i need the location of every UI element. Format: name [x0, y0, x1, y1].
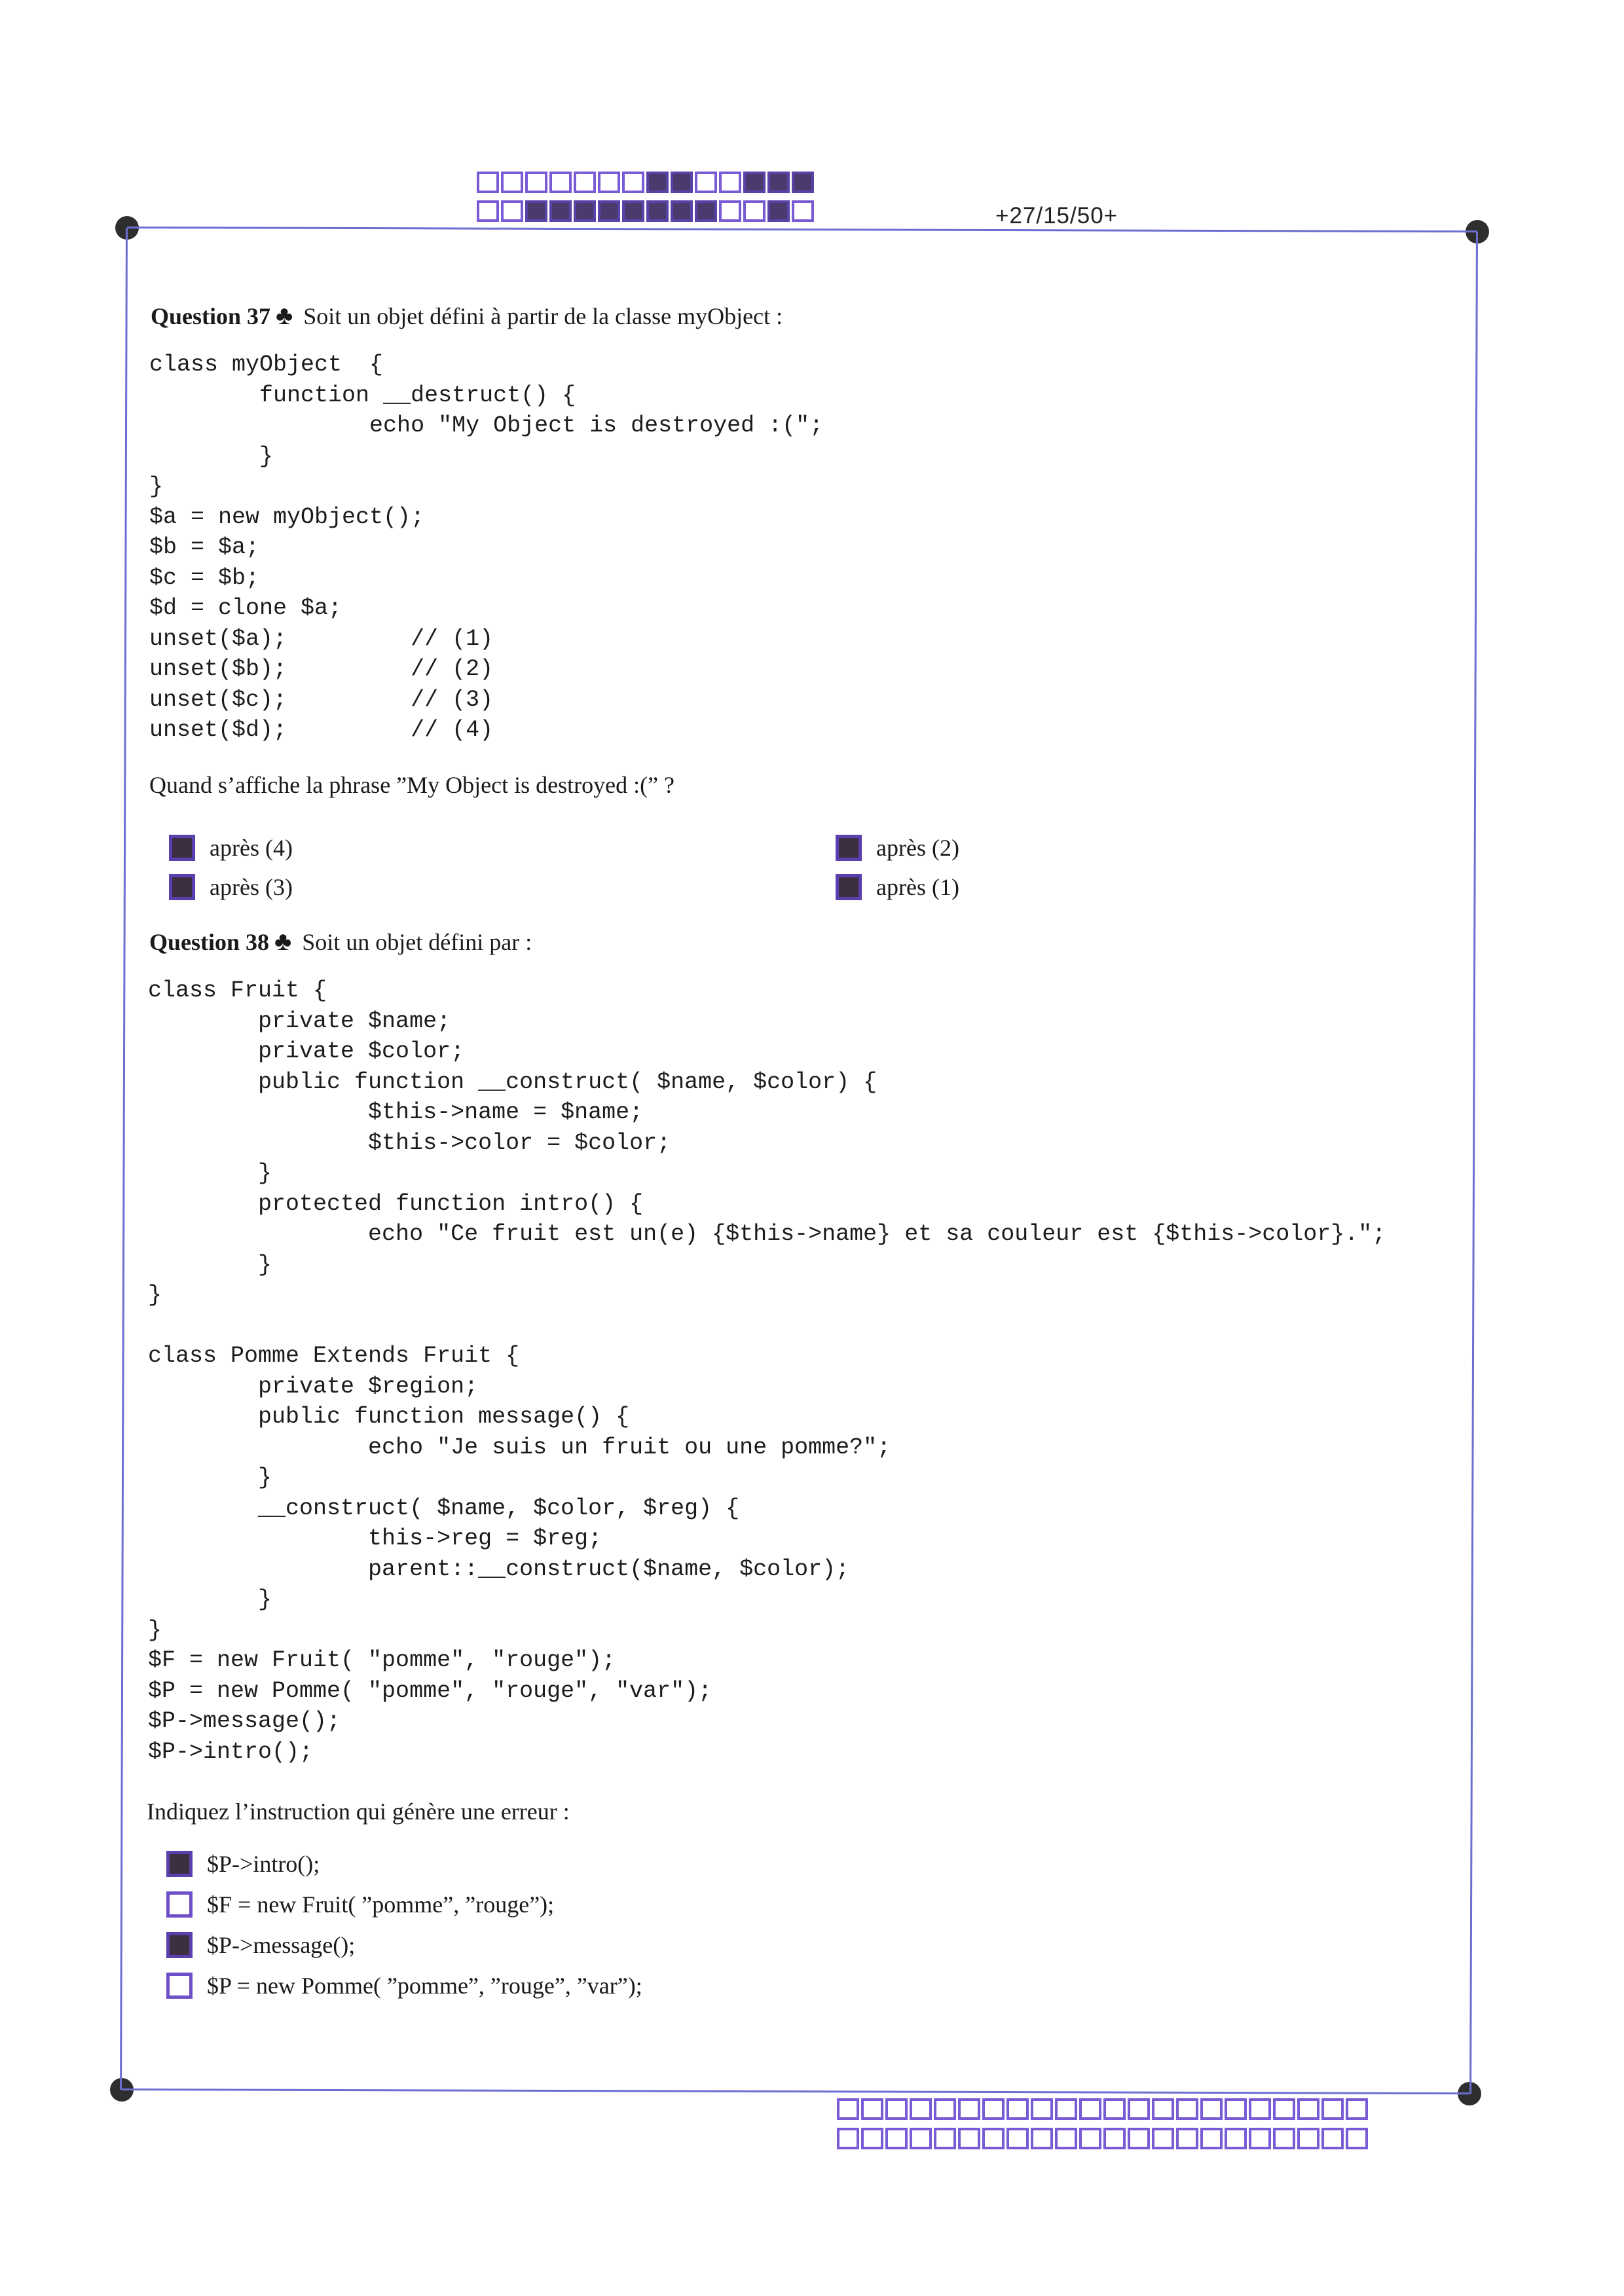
barcode-cell	[958, 2128, 980, 2149]
barcode-cell	[622, 172, 644, 193]
barcode-cell	[767, 172, 790, 193]
barcode-cell	[598, 172, 620, 193]
barcode-cell	[501, 172, 523, 193]
barcode-cell	[1103, 2098, 1126, 2120]
barcode-cell	[1055, 2128, 1077, 2149]
answer-label: après (1)	[876, 874, 959, 900]
barcode-cell	[549, 172, 572, 193]
barcode-cell	[767, 200, 790, 222]
checkbox[interactable]	[166, 1932, 193, 1958]
barcode-cell	[1006, 2128, 1029, 2149]
barcode-cell	[1346, 2128, 1368, 2149]
barcode-cell	[837, 2098, 859, 2120]
q37-answer-2[interactable]	[169, 873, 293, 901]
question-38-code: class Fruit { private $name; private $color; public function __construct( $name, $color) { $this->name = $name; $this->color = $color; } protected function intro() { echo "Ce fruit est un(e) {$this->name} et sa couleur est {$this->color}."; } } class Pomme Extends Fruit { private $region; public function message() { echo "Je suis un fruit ou une pomme?"; } __construct( $name, $color, $reg) { this->reg = $reg; parent::__construct($name, $color); } } $F = new Fruit( "pomme", "rouge"); $P = new Pomme( "pomme", "rouge", "var"); $P->message(); $P->intro();	[148, 977, 1386, 1765]
barcode-cell	[501, 200, 523, 222]
question-37-statement: Soit un objet défini à partir de la classe myObject :	[303, 303, 783, 329]
barcode-cell	[695, 200, 717, 222]
barcode-cell	[1200, 2128, 1223, 2149]
barcode-cell	[477, 200, 499, 222]
barcode-cell	[1225, 2128, 1247, 2149]
barcode-cell	[743, 172, 766, 193]
barcode-cell	[1031, 2098, 1053, 2120]
barcode-cell	[743, 200, 766, 222]
barcode-cell	[1321, 2128, 1344, 2149]
barcode-cell	[792, 200, 814, 222]
barcode-cell	[934, 2098, 956, 2120]
barcode-cell	[1006, 2098, 1029, 2120]
bottom-barcode-row1	[837, 2098, 1368, 2120]
question-37-code: class myObject { function __destruct() { echo "My Object is destroyed :("; } } $a = new myObject(); $b = $a; $c = $b; $d = clone $a; unset($a); // (1) unset($b); // (2) unset($c); // (3) unset($d); // (4)	[149, 352, 824, 743]
barcode-cell	[792, 172, 814, 193]
copy-id: +27/15/50+	[995, 203, 1118, 228]
question-38-prompt: Indiquez l’instruction qui génère une erreur :	[147, 1798, 570, 1825]
club-icon: ♣	[276, 301, 293, 330]
barcode-cell	[1176, 2098, 1198, 2120]
barcode-cell	[646, 172, 669, 193]
barcode-cell	[982, 2098, 1005, 2120]
barcode-cell	[910, 2128, 932, 2149]
club-icon: ♣	[274, 926, 292, 956]
checkbox[interactable]	[169, 874, 195, 900]
checkbox[interactable]	[836, 835, 862, 861]
question-37-header	[151, 300, 783, 331]
answer-label: $P->intro();	[207, 1851, 320, 1877]
barcode-cell	[861, 2098, 883, 2120]
frame-bottom	[122, 2088, 1469, 2094]
barcode-cell	[719, 200, 741, 222]
barcode-cell	[885, 2098, 908, 2120]
barcode-cell	[885, 2128, 908, 2149]
barcode-cell	[837, 2128, 859, 2149]
checkbox[interactable]	[169, 835, 195, 861]
barcode-cell	[598, 200, 620, 222]
barcode-cell	[1297, 2098, 1320, 2120]
frame-right	[1469, 232, 1478, 2094]
barcode-cell	[525, 200, 547, 222]
answer-label: $P->message();	[207, 1932, 356, 1958]
checkbox[interactable]	[836, 874, 862, 900]
barcode-cell	[1055, 2098, 1077, 2120]
answer-label: $F = new Fruit( ”pomme”, ”rouge”);	[207, 1891, 555, 1918]
answer-label: après (4)	[210, 835, 293, 861]
barcode-cell	[1249, 2098, 1271, 2120]
checkbox[interactable]	[166, 1973, 193, 1999]
barcode-cell	[958, 2098, 980, 2120]
barcode-cell	[477, 172, 499, 193]
barcode-cell	[574, 200, 596, 222]
question-37-prompt: Quand s’affiche la phrase ”My Object is destroyed :(” ?	[149, 772, 675, 798]
barcode-cell	[982, 2128, 1005, 2149]
barcode-cell	[910, 2098, 932, 2120]
bottom-barcode-row2	[837, 2128, 1368, 2149]
barcode-cell	[934, 2128, 956, 2149]
top-barcode-row2	[477, 200, 814, 222]
barcode-cell	[719, 172, 741, 193]
barcode-cell	[1103, 2128, 1126, 2149]
barcode-cell	[1225, 2098, 1247, 2120]
question-38-header	[149, 926, 532, 957]
barcode-cell	[1273, 2128, 1295, 2149]
barcode-cell	[1321, 2098, 1344, 2120]
barcode-cell	[549, 200, 572, 222]
barcode-cell	[1200, 2098, 1223, 2120]
q37-answer-1[interactable]	[169, 834, 293, 862]
barcode-cell	[1128, 2128, 1150, 2149]
answer-label: après (2)	[876, 835, 959, 861]
barcode-cell	[671, 200, 693, 222]
question-38-label: Question 38	[149, 929, 270, 955]
barcode-cell	[1152, 2098, 1174, 2120]
barcode-cell	[622, 200, 644, 222]
checkbox[interactable]	[166, 1891, 193, 1918]
top-barcode-row1	[477, 172, 814, 193]
barcode-cell	[1346, 2098, 1368, 2120]
q38-answer-3[interactable]	[166, 1931, 355, 1959]
barcode-cell	[1079, 2128, 1101, 2149]
barcode-cell	[525, 172, 547, 193]
barcode-cell	[1031, 2128, 1053, 2149]
barcode-cell	[1128, 2098, 1150, 2120]
answer-label: après (3)	[210, 874, 293, 900]
barcode-cell	[1079, 2098, 1101, 2120]
frame-left	[120, 228, 128, 2090]
q38-answer-1[interactable]	[166, 1850, 320, 1878]
barcode-cell	[574, 172, 596, 193]
barcode-cell	[671, 172, 693, 193]
barcode-cell	[1273, 2098, 1295, 2120]
question-38-statement: Soit un objet défini par :	[302, 929, 532, 955]
question-37-label: Question 37	[151, 303, 271, 329]
barcode-cell	[1297, 2128, 1320, 2149]
answer-label: $P = new Pomme( ”pomme”, ”rouge”, ”var”);	[207, 1973, 642, 1999]
q37-answer-4[interactable]	[836, 873, 959, 901]
frame-top	[127, 227, 1477, 232]
barcode-cell	[1152, 2128, 1174, 2149]
barcode-cell	[1249, 2128, 1271, 2149]
barcode-cell	[646, 200, 669, 222]
barcode-cell	[1176, 2128, 1198, 2149]
barcode-cell	[861, 2128, 883, 2149]
q38-answer-2[interactable]	[166, 1891, 554, 1918]
barcode-cell	[695, 172, 717, 193]
q38-answer-4[interactable]	[166, 1972, 642, 1999]
checkbox[interactable]	[166, 1851, 193, 1877]
q37-answer-3[interactable]	[836, 834, 959, 862]
